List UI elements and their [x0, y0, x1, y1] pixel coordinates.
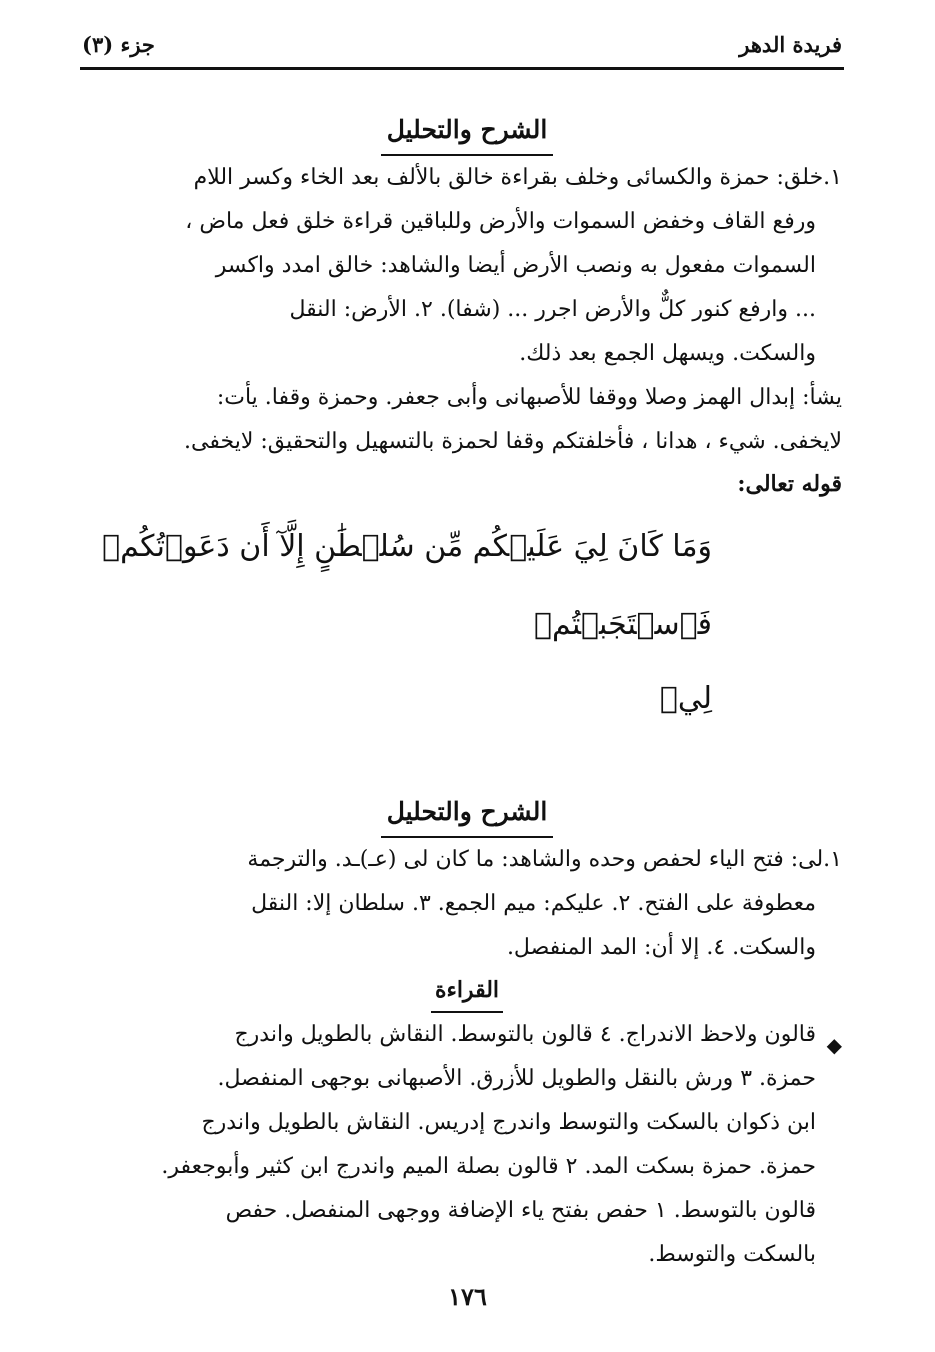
verse-intro: قوله تعالى:: [737, 471, 842, 497]
reading-heading: [92, 970, 842, 1013]
reading-block: [92, 1013, 842, 1277]
text-line: لايخفى. شيء ، هدانا ، فأخلفتكم وقفا لحمزة بالتسهيل والتحقيق: لايخفى.: [184, 429, 842, 454]
commentary-item-1: [92, 156, 842, 376]
text-line: يشأ: إبدال الهمز وصلا ووقفا للأصبهانى وأبى جعفر. وحمزة وقفا. يأت:: [216, 385, 842, 410]
text-line: والسكت. ويسهل الجمع بعد ذلك.: [519, 341, 816, 366]
reading-line: بالسكت والتوسط.: [648, 1242, 816, 1267]
header-divider: [80, 67, 844, 70]
reading-line: ابن ذكوان بالسكت والتوسط واندرج إدريس. النقاش بالطويل واندرج: [201, 1110, 816, 1135]
reading-line: قالون بالتوسط. ١ حفص بفتح ياء الإضافة ووجهى المنفصل. حفص: [225, 1198, 816, 1223]
page-number: ١٧٦: [448, 1282, 487, 1311]
section-heading-text: الشرح والتحليل: [381, 108, 554, 156]
section-heading-1: [92, 108, 842, 156]
text-line: ورفع القاف وخفض السموات والأرض وللباقين قراءة خلق فعل ماض ،: [185, 209, 816, 234]
recitation-note: [92, 376, 842, 464]
section-heading-text: الشرح والتحليل: [381, 790, 554, 838]
reading-line: حمزة. حمزة بسكت المد. ٢ قالون بصلة الميم واندرج ابن كثير وأبوجعفر.: [161, 1154, 816, 1179]
text-line: ... وارفع كنور كلٌّ والأرض اجرر ... (شفا). ٢. الأرض: النقل: [289, 297, 816, 322]
page-content: [92, 108, 842, 1277]
diamond-bullet-icon: ◆: [826, 1033, 842, 1057]
reading-line-text: قالون ولاحظ الاندراج. ٤ قالون بالتوسط. النقاش بالطويل واندرج: [234, 1022, 816, 1047]
text-line: ١.خلق: حمزة والكسائى وخلف بقراءة خالق بالألف بعد الخاء وكسر اللام: [193, 165, 842, 190]
verse-line: لِيۖ: [659, 681, 712, 716]
running-header: [82, 28, 842, 64]
quran-verse: [92, 508, 842, 738]
text-line: والسكت. ٤. إلا أن: المد المنفصل.: [506, 935, 816, 960]
verse-line: وَمَا كَانَ لِيَ عَلَيۡكُم مِّن سُلۡطَٰنٍ إِلَّآ أَن دَعَوۡتُكُمۡ فَٱسۡتَجَبۡتُمۡ: [102, 529, 712, 642]
text-line: ١.لى: فتح الياء لحفص وحده والشاهد: ما كان لى (عـ)ـد. والترجمة: [247, 847, 842, 872]
reading-line: [92, 1013, 842, 1057]
reading-line: حمزة. ٣ ورش بالنقل والطويل للأزرق. الأصبهانى بوجهى المنفصل.: [217, 1066, 816, 1091]
reading-heading-text: القراءة: [431, 970, 503, 1013]
book-title: فريدة الدهر: [739, 32, 842, 57]
part-label: جزء (٣): [82, 32, 155, 57]
text-line: السموات مفعول به ونصب الأرض أيضا والشاهد: خالق امدد واكسر: [215, 253, 816, 278]
commentary-item-2: [92, 838, 842, 970]
section-heading-2: [92, 790, 842, 838]
text-line: معطوفة على الفتح. ٢. عليكم: ميم الجمع. ٣. سلطان إلا: النقل: [251, 891, 816, 916]
